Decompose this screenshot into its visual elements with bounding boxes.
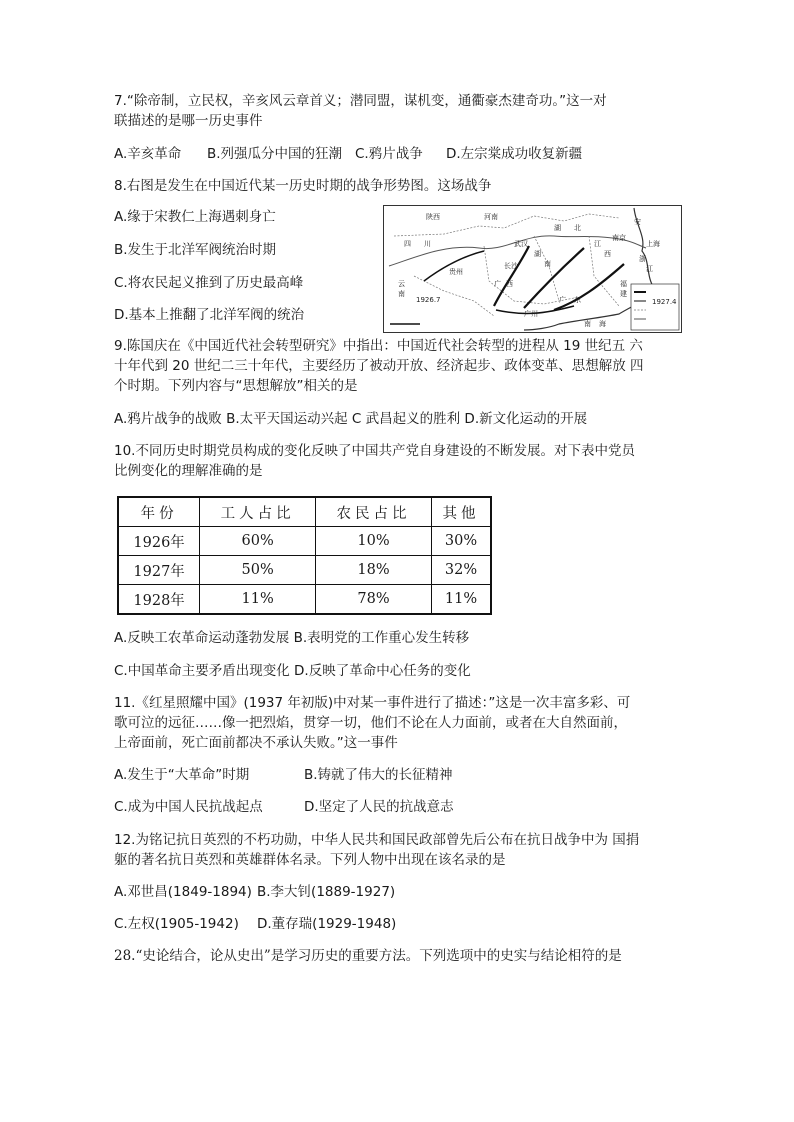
- map-label: 武汉: [514, 240, 528, 248]
- map-label: 长沙: [504, 262, 518, 270]
- table-header-row: [118, 497, 491, 527]
- table-cell: 60%: [200, 527, 316, 556]
- map-label: 云: [398, 280, 405, 288]
- map-label: 江: [594, 240, 601, 248]
- map-label: 南: [544, 260, 551, 268]
- q12-option-a: A.邓世昌(1849-1894): [114, 884, 252, 900]
- war-map-svg: [384, 206, 681, 332]
- q8-option-c: C.将农民起义推到了历史最高峰: [114, 275, 304, 291]
- map-label: 安: [634, 218, 641, 226]
- table-row: [118, 556, 491, 585]
- table-row: [118, 527, 491, 556]
- table-cell: 50%: [200, 556, 316, 585]
- map-label: 建: [620, 290, 627, 298]
- map-label: 东: [574, 296, 581, 304]
- war-situation-map: [383, 205, 682, 333]
- q12-option-c: C.左权(1905-1942): [114, 916, 239, 932]
- map-label: 西: [506, 280, 513, 288]
- table-header: 农民占比: [316, 497, 432, 527]
- map-label: 浙: [639, 255, 646, 263]
- map-label: 湖: [534, 250, 541, 258]
- q10-options-line1: A.反映工农革命运动蓬勃发展 B.表明党的工作重心发生转移: [114, 630, 470, 646]
- table-header: 年份: [118, 497, 200, 527]
- q7-stem-line1: 7.“除帝制，立民权，辛亥风云章首义；潜同盟，谋机变，通衢豪杰建奇功。”这一对: [114, 93, 607, 109]
- map-label: 湖: [554, 224, 561, 232]
- q9-stem-line3: 个时期。下列内容与“思想解放”相关的是: [114, 378, 358, 394]
- party-member-table: [117, 496, 492, 615]
- q8-option-d: D.基本上推翻了北洋军阀的统治: [114, 307, 305, 323]
- map-label: 贵州: [449, 268, 463, 276]
- map-label: 西: [604, 250, 611, 258]
- q10-options-line2: C.中国革命主要矛盾出现变化 D.反映了革命中心任务的变化: [114, 663, 471, 679]
- q8-stem: 8.右图是发生在中国近代某一历史时期的战争形势图。这场战争: [114, 178, 492, 194]
- map-label: 海: [599, 320, 606, 328]
- table-cell: 1927年: [118, 556, 200, 585]
- map-label: 河南: [484, 213, 498, 221]
- q7-option-d: D.左宗棠成功收复新疆: [446, 146, 583, 162]
- q12-option-b: B.李大钊(1889-1927): [257, 884, 396, 900]
- table-cell: 32%: [431, 556, 491, 585]
- table-header: 工人占比: [200, 497, 316, 527]
- table-cell: 11%: [200, 585, 316, 615]
- table-cell: 30%: [431, 527, 491, 556]
- map-label: 福: [620, 280, 627, 288]
- table-cell: 78%: [316, 585, 432, 615]
- map-label: 上海: [646, 240, 660, 248]
- q9-options: A.鸦片战争的战败 B.太平天国运动兴起 C 武昌起义的胜利 D.新文化运动的开展: [114, 411, 588, 427]
- expedition-route: [424, 251, 484, 281]
- map-label: 1927.4: [652, 298, 677, 306]
- map-label: 南: [584, 320, 591, 328]
- map-label: 川: [424, 240, 431, 248]
- q28-stem: 28.“史论结合，论从史出”是学习历史的重要方法。下列选项中的史实与结论相符的是: [114, 948, 622, 964]
- q12-stem-line1: 12.为铭记抗日英烈的不朽功勋，中华人民共和国民政部曾先后公布在抗日战争中为 国捐: [114, 832, 640, 848]
- q7-option-a: A.辛亥革命: [114, 146, 182, 162]
- q11-option-c: C.成为中国人民抗战起点: [114, 799, 263, 815]
- map-label: 广: [494, 280, 501, 288]
- table-row: [118, 585, 491, 615]
- q12-stem-line2: 躯的著名抗日英烈和英雄群体名录。下列人物中出现在该名录的是: [114, 852, 506, 868]
- q7-option-c: C.鸦片战争: [355, 146, 423, 162]
- q11-option-d: D.坚定了人民的抗战意志: [304, 799, 454, 815]
- q9-stem-line1: 9.陈国庆在《中国近代社会转型研究》中指出：中国近代社会转型的进程从 19 世纪五 六: [114, 338, 643, 354]
- map-label: 南京: [612, 234, 626, 242]
- q11-stem-line3: 上帝面前，死亡面前都决不承认失败。”这一事件: [114, 735, 398, 751]
- map-label: 南: [398, 290, 405, 298]
- map-label: 北: [574, 224, 581, 232]
- q10-stem-line2: 比例变化的理解准确的是: [114, 463, 263, 479]
- table-header: 其他: [431, 497, 491, 527]
- q11-option-b: B.铸就了伟大的长征精神: [304, 767, 453, 783]
- q9-stem-line2: 十年代到 20 世纪二三十年代，主要经历了被动开放、经济起步、政体变革、思想解放 四: [114, 358, 644, 374]
- table-cell: 10%: [316, 527, 432, 556]
- map-label: 陕西: [426, 213, 440, 221]
- table-cell: 18%: [316, 556, 432, 585]
- q8-option-b: B.发生于北洋军阀统治时期: [114, 242, 277, 258]
- map-label: 四: [404, 240, 411, 248]
- map-legend: [631, 284, 679, 330]
- province-border: [534, 236, 559, 301]
- q11-option-a: A.发生于“大革命”时期: [114, 767, 250, 783]
- map-label: 广州: [524, 310, 538, 318]
- table-cell: 11%: [431, 585, 491, 615]
- map-label: 1926.7: [416, 296, 441, 304]
- table-cell: 1926年: [118, 527, 200, 556]
- q12-option-d: D.董存瑞(1929-1948): [257, 916, 397, 932]
- q11-stem-line1: 11.《红星照耀中国》(1937 年初版)中对某一事件进行了描述：”这是一次丰富多彩、可: [114, 695, 631, 711]
- q7-option-b: B.列强瓜分中国的狂潮: [207, 146, 343, 162]
- table-cell: 1928年: [118, 585, 200, 615]
- map-label: 江: [646, 265, 653, 273]
- q7-stem-line2: 联描述的是哪一历史事件: [114, 113, 263, 129]
- expedition-route: [494, 246, 529, 306]
- q11-stem-line2: 歌可泣的远征……像一把烈焰，贯穿一切，他们不论在人力面前，或者在大自然面前，: [114, 715, 627, 731]
- q10-stem-line1: 10.不同历史时期党员构成的变化反映了中国共产党自身建设的不断发展。对下表中党员: [114, 443, 635, 459]
- map-label: 广: [559, 296, 566, 304]
- q8-option-a: A.缘于宋教仁上海遇刺身亡: [114, 209, 276, 225]
